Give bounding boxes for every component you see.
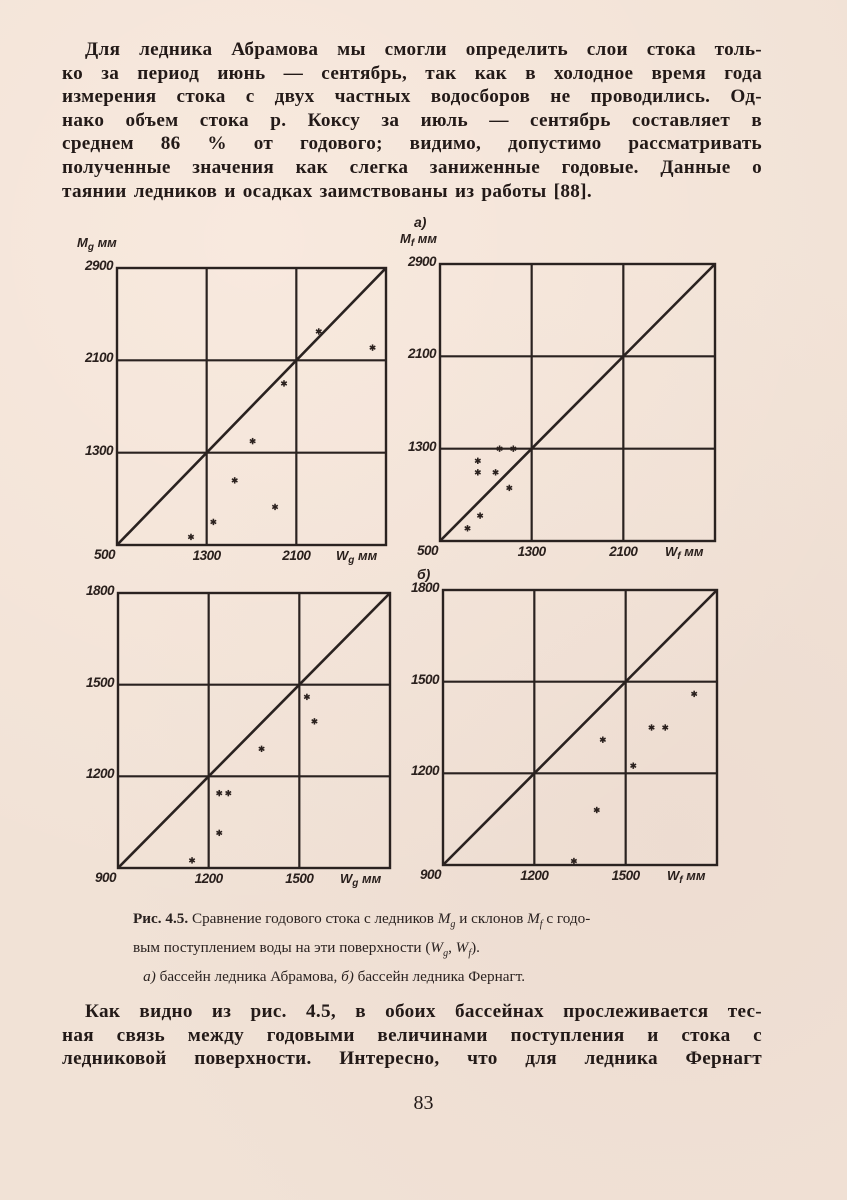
paragraph-line: ледниковой поверхности. Интересно, что для ледника Фернагт (62, 1048, 762, 1070)
y-tick-label: 1800 (85, 583, 114, 598)
caption-line-1 (133, 907, 738, 936)
page-number: 83 (413, 1092, 434, 1114)
data-point-asterisk-icon (272, 504, 278, 510)
caption-text: вым поступлением воды на эти поверхности ( (133, 939, 431, 957)
origin-tick-label: 900 (419, 867, 441, 882)
x-axis-title: $W_f$ мм (667, 868, 706, 886)
data-point-asterisk-icon (304, 694, 310, 700)
y-tick-label: 2100 (407, 346, 436, 362)
chart-plot-area (440, 264, 715, 541)
caption-panel-b: б) (341, 968, 354, 986)
x-tick-label: 1200 (194, 871, 223, 886)
data-point-asterisk-icon (465, 525, 471, 531)
y-tick-label: 2900 (84, 258, 113, 273)
data-point-asterisk-icon (216, 830, 222, 836)
paragraph-line: среднем 86 % от годового; видимо, допустимо рассматривать (62, 133, 762, 155)
data-point-asterisk-icon (477, 512, 483, 518)
figure-caption (133, 907, 738, 988)
y-axis-title: $M_g$ мм (77, 235, 117, 253)
caption-text: Сравнение годового стока с ледников (188, 910, 438, 927)
symbol-mg: $M_g$ (437, 910, 456, 931)
data-point-asterisk-icon (475, 458, 481, 464)
data-point-asterisk-icon (662, 724, 668, 730)
caption-text: и склонов (455, 910, 528, 927)
caption-line-3 (133, 965, 738, 988)
y-tick-label: 1500 (85, 674, 114, 690)
data-point-asterisk-icon (649, 724, 655, 730)
data-point-asterisk-icon (493, 469, 499, 475)
caption-text: бассейн ледника Абрамова, (155, 968, 342, 986)
chart-b-slopes (410, 566, 717, 886)
origin-tick-label: 900 (94, 870, 116, 885)
x-tick-label: 1300 (517, 544, 546, 559)
data-point-asterisk-icon (232, 477, 238, 483)
panel-label: а) (414, 214, 427, 230)
symbol-mf: $M_f$ (527, 910, 543, 931)
paragraph-line: измерения стока с двух частных водосборов не проводились. Од- (62, 86, 762, 108)
data-point-asterisk-icon (259, 746, 265, 752)
y-tick-label: 1500 (410, 671, 439, 687)
x-tick-label: 1500 (285, 871, 314, 886)
y-tick-label: 2100 (84, 350, 113, 366)
origin-tick-label: 500 (93, 547, 115, 562)
paragraph-top (62, 38, 762, 203)
data-point-asterisk-icon (189, 857, 195, 863)
panel-label: б) (417, 566, 431, 582)
y-tick-label: 2900 (407, 254, 436, 269)
y-tick-label: 1300 (84, 442, 113, 458)
paragraph-line: Для ледника Абрамова мы смогли определить слои стока толь- (85, 39, 762, 60)
data-point-asterisk-icon (571, 858, 577, 864)
paragraph-line: таянии ледников и осадках заимствованы из работы [88]. (62, 180, 592, 202)
reference-line-1-to-1 (118, 593, 390, 868)
x-tick-label: 1500 (611, 868, 640, 883)
data-point-asterisk-icon (250, 438, 256, 444)
origin-tick-label: 500 (416, 543, 438, 558)
caption-text: с годо- (542, 910, 591, 927)
chart-plot-area (443, 590, 717, 865)
data-point-asterisk-icon (216, 790, 222, 796)
paragraph-line: ная связь между годовыми величинами поступления и стока с (62, 1024, 762, 1046)
y-tick-label: 1800 (410, 580, 439, 595)
data-point-asterisk-icon (281, 380, 287, 386)
caption-panel-a: а) (143, 968, 156, 986)
y-tick-label: 1200 (410, 763, 439, 779)
paragraph-line: полученные значения как слегка заниженные годовые. Данные о (62, 156, 762, 178)
data-point-asterisk-icon (600, 737, 606, 743)
y-tick-label: 1200 (85, 766, 114, 782)
symbol-wg: $W_g$ (430, 939, 449, 960)
x-axis-title: $W_f$ мм (665, 544, 704, 562)
y-axis-title: $M_f$ мм (400, 231, 438, 249)
chart-plot-area (118, 593, 390, 868)
data-point-asterisk-icon (370, 344, 376, 350)
chart-b-glacier (85, 583, 390, 889)
x-axis-title: $W_g$ мм (336, 548, 378, 566)
data-point-asterisk-icon (226, 790, 232, 796)
x-tick-label: 1200 (520, 868, 549, 883)
paragraph-line: нако объем стока р. Коксу за июль — сентябрь составляет в (62, 109, 762, 131)
data-point-asterisk-icon (691, 691, 697, 697)
symbol-wf: $W_f$ (455, 939, 472, 960)
data-point-asterisk-icon (594, 807, 600, 813)
x-tick-label: 2100 (282, 548, 311, 563)
data-point-asterisk-icon (211, 519, 217, 525)
data-point-asterisk-icon (312, 718, 318, 724)
paragraph-line: ко за период июнь — сентябрь, так как в холодное время года (62, 62, 762, 84)
data-point-asterisk-icon (630, 762, 636, 768)
data-point-asterisk-icon (475, 469, 481, 475)
reference-line-1-to-1 (443, 590, 717, 865)
paragraph-line: Как видно из рис. 4.5, в обоих бассейнах прослеживается тес- (85, 1001, 762, 1022)
caption-line-2: вым поступлением воды на эти поверхности ($W_g$, $W_f$). (133, 939, 480, 960)
chart-plot-area (117, 268, 386, 545)
paragraph-bottom (62, 1000, 762, 1071)
chart-a-slopes (400, 214, 715, 562)
x-axis-title: $W_g$ мм (340, 871, 382, 889)
x-tick-label: 2100 (609, 544, 638, 559)
y-tick-label: 1300 (407, 438, 436, 454)
reference-line-1-to-1 (440, 264, 715, 541)
caption-text: бассейн ледника Фернагт. (353, 968, 526, 986)
caption-figure-number: Рис. 4.5. (133, 910, 189, 927)
data-point-asterisk-icon (188, 534, 194, 540)
x-tick-label: 1300 (192, 548, 221, 563)
data-point-asterisk-icon (507, 485, 513, 491)
chart-a-glacier (77, 235, 386, 566)
reference-line-1-to-1 (117, 268, 386, 545)
